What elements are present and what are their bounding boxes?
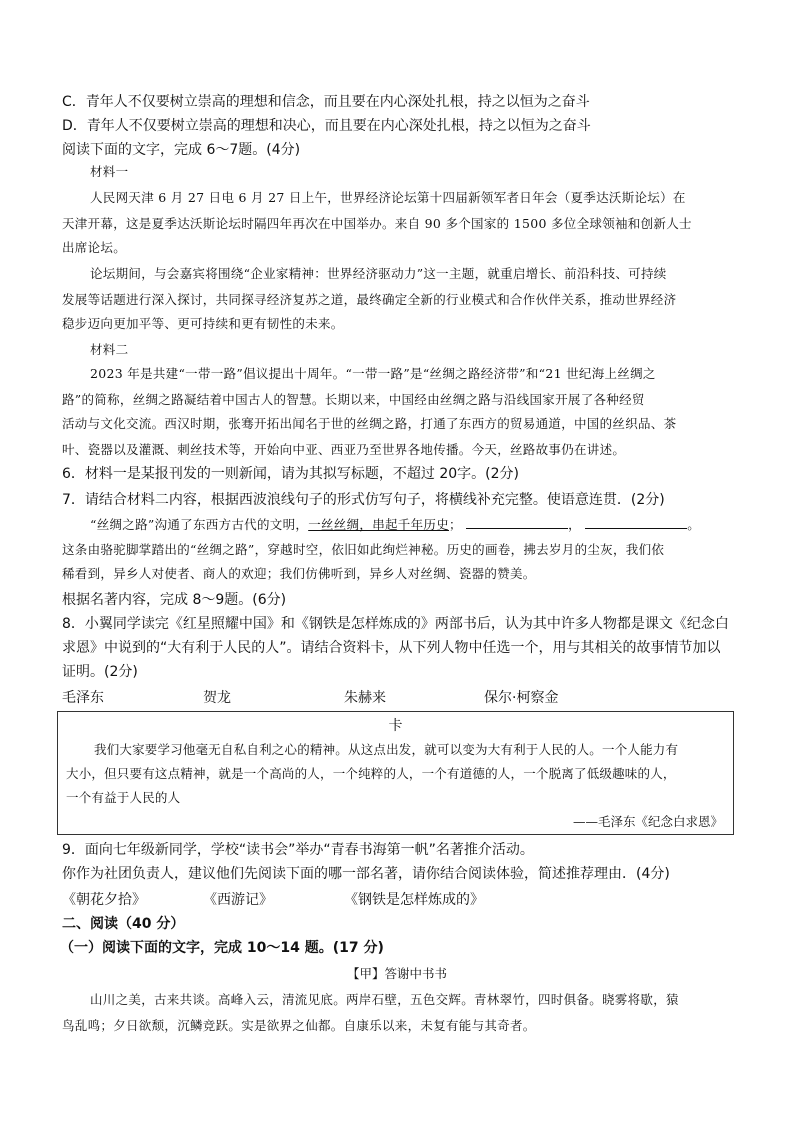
material2-line: 2023 年是共建“一带一路”倡议提出十周年。“一带一路”是“丝绸之路经济带”和“21 世纪海上丝绸之 <box>90 366 656 381</box>
q7-passage-line1 <box>90 514 700 535</box>
passage-title: 【甲】答谢中书书 <box>346 966 447 981</box>
card-source: ——毛泽东《纪念白求恩》 <box>572 814 723 829</box>
book-option: 《钢铁是怎样炼成的》 <box>344 892 484 908</box>
material1-line: 人民网天津 6 月 27 日电 6 月 27 日上午，世界经济论坛第十四届新领军者日年会（夏季达沃斯论坛）在 <box>90 190 686 205</box>
person-option: 朱赫来 <box>344 690 386 706</box>
passage-line: 鸟乱鸣；夕日欲颓，沉鳞竞跃。实是欲界之仙都。自康乐以来，未复有能与其奇者。 <box>62 1018 536 1033</box>
material1-line: 稳步迈向更加平等、更可持续和更有韧性的未来。 <box>62 316 344 331</box>
section-heading: 二、阅读（40 分） <box>62 916 185 932</box>
q7-comma: ， <box>568 517 581 532</box>
person-option: 贺龙 <box>203 690 231 706</box>
subsection-heading: （一）阅读下面的文字，完成 10～14 题。(17 分) <box>60 940 384 956</box>
reference-card <box>57 711 734 835</box>
material1-line: 论坛期间，与会嘉宾将围绕“企业家精神：世界经济驱动力”这一主题，就重启增长、前沿科技、可持续 <box>90 266 667 281</box>
q7-passage-line3: 稀看到，异乡人对使者、商人的欢迎；我们仿佛听到，异乡人对丝绸、瓷器的赞美。 <box>62 566 536 581</box>
question-8-line3: 证明。(2分) <box>62 664 138 680</box>
material2-line: 叶、瓷器以及灌溉、刺丝技术等，开始向中亚、西亚乃至世界各地传播。今天，丝路故事仍在讲述。 <box>62 442 626 457</box>
q7-passage-part1: “丝绸之路”沟通了东西方古代的文明， <box>90 517 309 532</box>
option-d: D．青年人不仅要树立崇高的理想和决心，而且要在内心深处扎根，持之以恒为之奋斗 <box>62 118 591 134</box>
material1-label: 材料一 <box>90 164 129 179</box>
question-7: 7．请结合材料二内容，根据西波浪线句子的形式仿写句子，将横线补充完整。使语意连贯．(2分) <box>62 492 665 508</box>
q7-passage-part2: ； <box>449 517 462 532</box>
card-line: 一个有益于人民的人 <box>66 790 181 805</box>
question-9-line2: 你作为社团负责人，建议他们先阅读下面的哪一部名著，请你结合阅读体验，简述推荐理由．(4分) <box>62 866 670 882</box>
book-option: 《朝花夕拾》 <box>62 892 146 908</box>
person-option: 保尔·柯察金 <box>484 690 559 706</box>
q7-wavy-sentence: 一丝丝绸，串起千年历史 <box>308 517 449 532</box>
question-8-line2: 求恩》中说到的“大有利于人民的人”。请结合资料卡，从下列人物中任选一个，用与其相关的故事情节加以 <box>62 640 721 656</box>
reading-intro-8-9: 根据名著内容，完成 8～9题。(6分) <box>62 592 287 608</box>
material2-label: 材料二 <box>90 342 129 357</box>
material2-line: 活动与文化交流。西汉时期，张骞开拓出闻名于世的丝绸之路，打通了东西方的贸易通道，中国的丝织品、茶 <box>62 416 677 431</box>
person-option: 毛泽东 <box>62 690 104 706</box>
q7-passage-line2: 这条由骆驼脚掌踏出的“丝绸之路”，穿越时空，依旧如此绚烂神秘。历史的画卷，拂去岁月的尘灰，我们依 <box>62 542 665 557</box>
question-8-line1: 8．小翼同学读完《红星照耀中国》和《钢铁是怎样炼成的》两部书后，认为其中许多人物都是课文《纪念白 <box>62 616 729 632</box>
material1-line: 发展等话题进行深入探讨，共同探寻经济复苏之道，最终确定全新的行业模式和合作伙伴关系，推动世界经济 <box>62 292 677 307</box>
option-c: C．青年人不仅要树立崇高的理想和信念，而且要在内心深处扎根，持之以恒为之奋斗 <box>62 94 590 110</box>
q7-end: 。 <box>687 517 700 532</box>
question-6: 6．材料一是某报刊发的一则新闻，请为其拟写标题，不超过 20字。(2分) <box>62 466 520 482</box>
book-option: 《西游记》 <box>203 892 273 908</box>
material1-line: 天津开幕，这是夏季达沃斯论坛时隔四年再次在中国举办。来自 90 多个国家的 1500 多位全球领袖和创新人士 <box>62 216 692 231</box>
question-9-line1: 9．面向七年级新同学，学校“读书会”举办“青春书海第一帆”名著推介活动。 <box>62 842 534 858</box>
card-line: 我们大家要学习他毫无自私自利之心的精神。从这点出发，就可以变为大有利于人民的人。一个人能力有 <box>94 742 679 757</box>
material2-line: 路”的简称，丝绸之路凝结着中国古人的智慧。长期以来，中国经由丝绸之路与沿线国家开展了各种经贸 <box>62 392 645 407</box>
reading-intro-6-7: 阅读下面的文字，完成 6～7题。(4分) <box>62 142 301 158</box>
q7-answer-blank-1[interactable] <box>466 514 568 529</box>
material1-line: 出席论坛。 <box>62 240 127 255</box>
q7-answer-blank-2[interactable] <box>585 514 687 529</box>
card-title: 卡 <box>388 718 403 734</box>
card-line: 大小，但只要有这点精神，就是一个高尚的人，一个纯粹的人，一个有道德的人，一个脱离了低级趣味的人， <box>66 766 676 781</box>
passage-line: 山川之美，古来共谈。高峰入云，清流见底。两岸石壁，五色交辉。青林翠竹，四时俱备。晓雾将歇，猿 <box>90 992 679 1007</box>
